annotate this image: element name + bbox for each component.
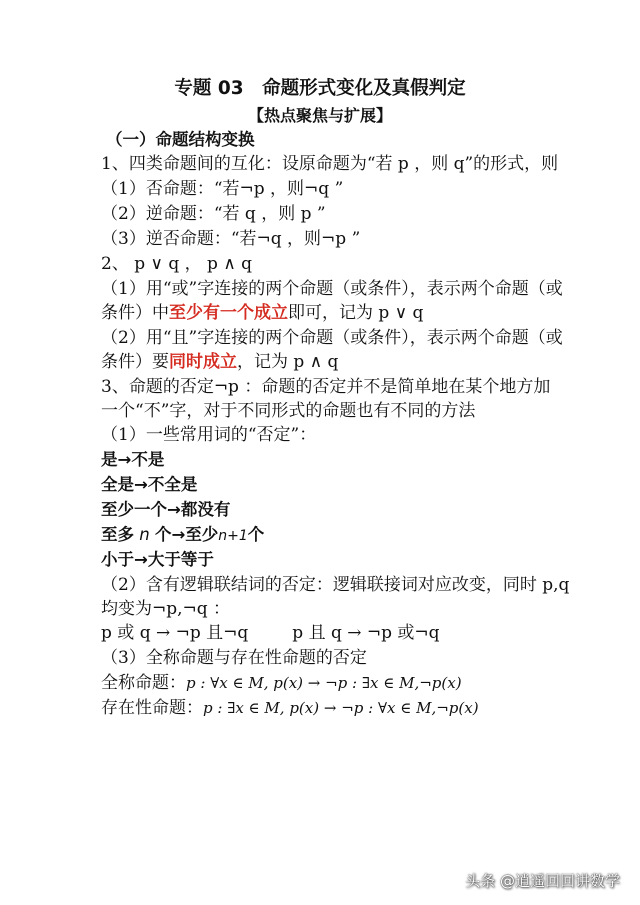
text-line	[101, 302, 423, 324]
emphasis-text: 至少有一个成立	[169, 303, 288, 323]
text-line: （2）含有逻辑联结词的否定：逻辑联接词对应改变，同时 p,q	[101, 575, 570, 595]
watermark: 头条 @逍遥回回讲数学	[465, 872, 620, 890]
text-line: （1）用“或”字连接的两个命题（或条件），表示两个命题（或	[101, 279, 563, 299]
text-line: （3）全称命题与存在性命题的否定	[101, 648, 367, 668]
text-line	[101, 697, 479, 719]
text-line	[101, 351, 338, 373]
formula: p 且 q → ¬p 或¬q	[292, 623, 440, 643]
text-line: 3、命题的否定¬p ：命题的否定并不是简单地在某个地方加	[101, 377, 551, 397]
text-segment: 个	[247, 525, 265, 544]
math-var: n	[134, 525, 155, 544]
bold-rule: 全是→不全是	[101, 475, 198, 494]
text-line: 均变为¬p,¬q ：	[101, 599, 231, 619]
text-line: （1）一些常用词的“否定”：	[101, 425, 317, 445]
emphasis-text: 同时成立	[169, 352, 237, 372]
text-line	[101, 622, 440, 644]
page-subtitle: 【热点聚焦与扩展】	[247, 106, 392, 125]
text-segment: 全称命题：	[101, 673, 186, 693]
text-line: 1、四类命题间的互化：设原命题为“若 p ，则 q”的形式，则	[101, 154, 559, 174]
text-segment: 至多	[101, 525, 134, 544]
text-segment: 存在性命题：	[101, 698, 203, 718]
text-line: （3）逆否命题：“若¬q ，则¬p ”	[101, 229, 361, 249]
bold-rule	[101, 524, 264, 547]
text-line: 2、 p ∨ q ， p ∧ q	[101, 254, 253, 274]
text-line	[101, 672, 462, 694]
bold-rule: 小于→大于等于	[101, 550, 214, 569]
math-expr: n+1	[218, 528, 248, 544]
text-segment: 条件）中	[101, 303, 169, 323]
section-heading: （一）命题结构变换	[106, 130, 255, 149]
formula: p 或 q → ¬p 且¬q	[101, 623, 249, 643]
text-segment: 条件）要	[101, 352, 169, 372]
text-line: （2）用“且”字连接的两个命题（或条件），表示两个命题（或	[101, 328, 563, 348]
formula: p : ∃x ∈ M, p(x) → ¬p : ∀x ∈ M,¬p(x)	[203, 699, 479, 717]
text-segment: ，记为 p ∧ q	[237, 352, 339, 372]
text-line: 一个“不”字，对于不同形式的命题也有不同的方法	[101, 401, 476, 421]
page-title: 专题 03 命题形式变化及真假判定	[174, 78, 466, 99]
text-line: （1）否命题：“若¬p ，则¬q ”	[101, 179, 344, 199]
formula: p : ∀x ∈ M, p(x) → ¬p : ∃x ∈ M,¬p(x)	[186, 674, 462, 692]
bold-rule: 至少一个→都没有	[101, 500, 231, 519]
text-line: （2）逆命题：“若 q ，则 p ”	[101, 204, 326, 224]
text-segment: 即可，记为 p ∨ q	[288, 303, 424, 323]
bold-rule: 是→不是	[101, 450, 165, 469]
text-segment: 个→至少	[154, 525, 219, 544]
